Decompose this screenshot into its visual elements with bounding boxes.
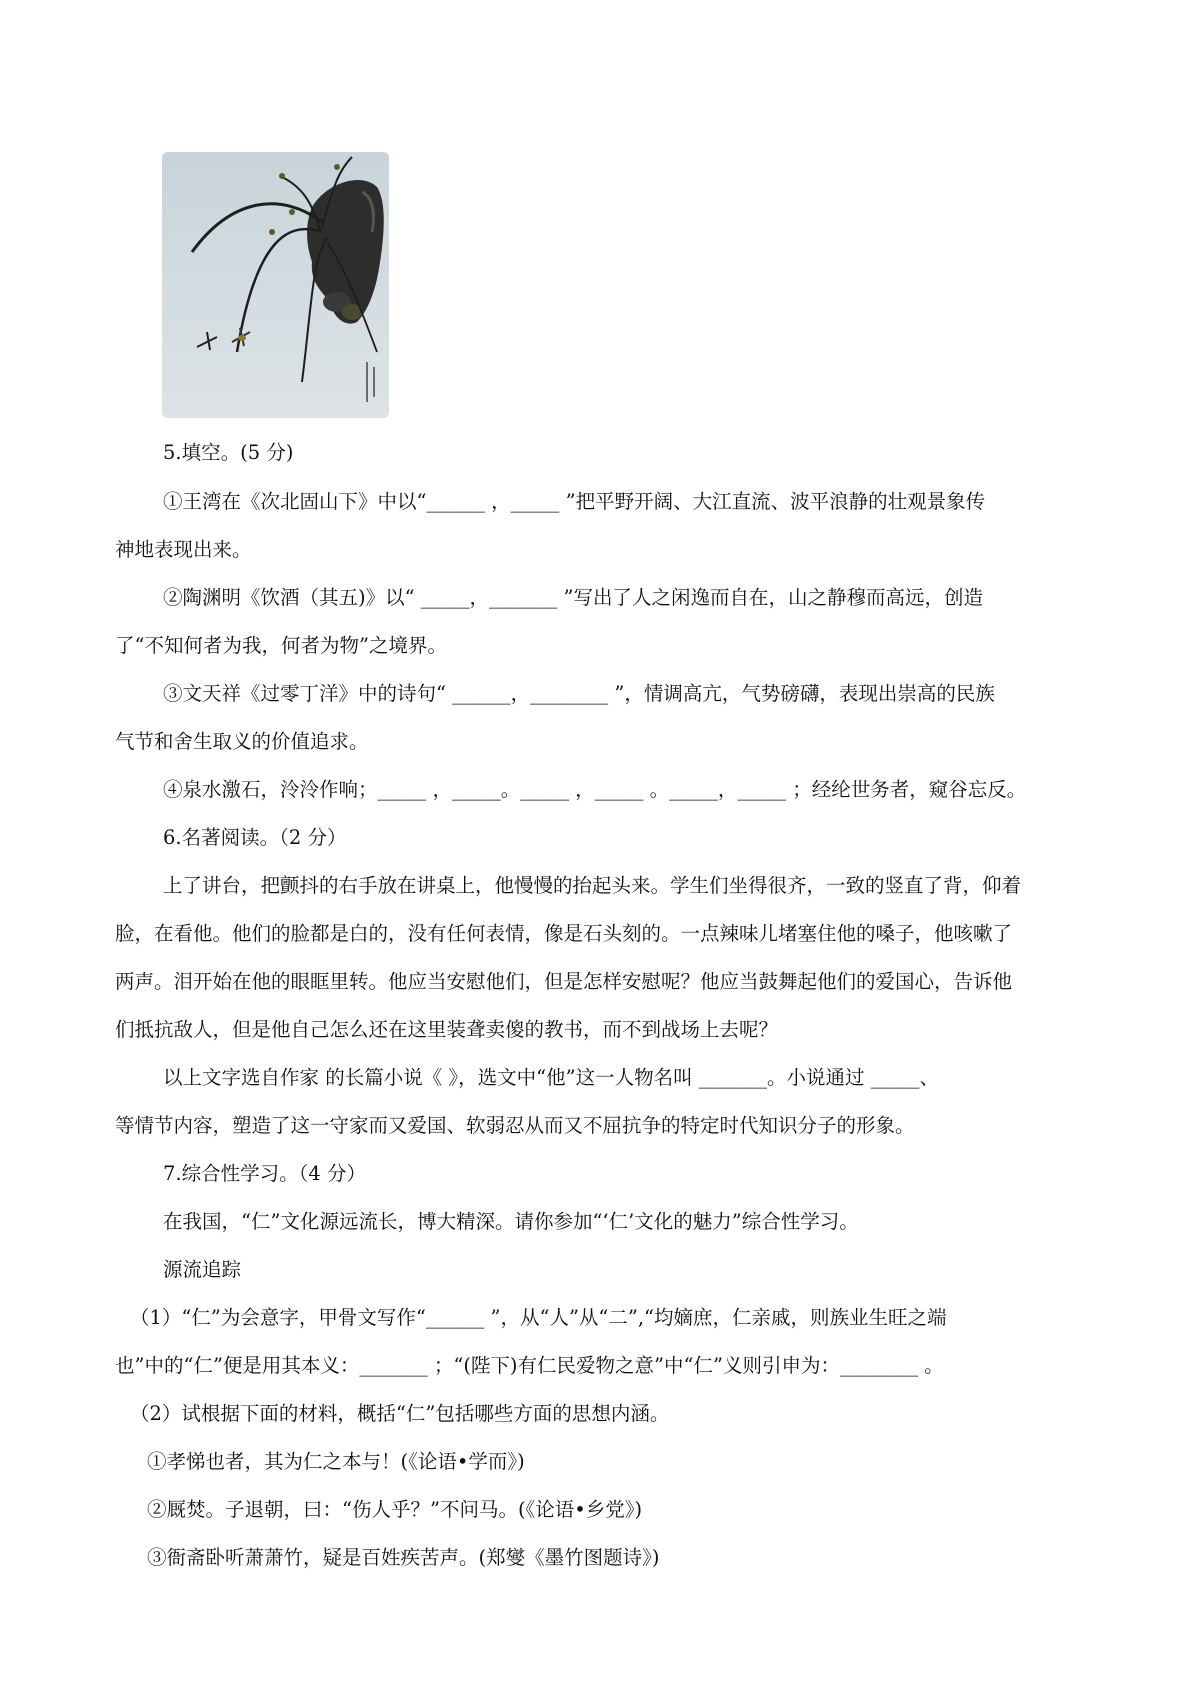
passage-line-1: 上了讲台，把颤抖的右手放在讲桌上，他慢慢的抬起头来。学生们坐得很齐，一致的竖直了背，仰着 <box>163 874 1022 897</box>
orchid-ink-painting <box>162 152 389 418</box>
subquestion-2: （2）试根据下面的材料，概括“仁”包括哪些方面的思想内涵。 <box>130 1402 670 1425</box>
material-3: ③衙斋卧听萧萧竹，疑是百姓疾苦声。(郑燮《墨竹图题诗》) <box>147 1546 660 1569</box>
question-5-item-1: ①王湾在《次北固山下》中以“______ ，_____ ”把平野开阔、大江直流、波平浪静的壮观景象传 <box>163 490 986 513</box>
question-5-item-3: ③文天祥《过零丁洋》中的诗句“ ______，________ ”，情调高亢，气势磅礴，表现出崇高的民族 <box>163 682 995 705</box>
question-5-item-1-cont: 神地表现出来。 <box>115 538 252 561</box>
question-6-prompt-cont: 等情节内容，塑造了这一守家而又爱国、软弱忍从而又不屈抗争的特定时代知识分子的形象。 <box>115 1114 915 1137</box>
question-5-item-4: ④泉水激石，泠泠作响；_____ ，_____。_____ ，_____ 。_____，_____ ；经纶世务者，窥谷忘反。 <box>163 778 1027 801</box>
material-2: ②厩焚。子退朝，曰：“伤人乎？”不问马。(《论语•乡党》) <box>147 1498 643 1521</box>
passage-line-4: 们抵抗敌人，但是他自己怎么还在这里装聋卖傻的教书，而不到战场上去呢？ <box>115 1018 779 1041</box>
subquestion-1-cont: 也”中的“仁”便是用其本义：_______ ；“(陛下)有仁民爱物之意”中“仁”义则引申为：________ 。 <box>115 1354 944 1377</box>
question-5-heading: 5.填空。(5 分) <box>163 441 294 464</box>
question-5-item-3-cont: 气节和舍生取义的价值追求。 <box>115 730 369 753</box>
question-6-heading: 6.名著阅读。（2 分） <box>163 826 347 849</box>
subquestion-1: （1）“仁”为会意字，甲骨文写作“______ ”，从“人”从“二”,“均嫡庶，仁亲戚，则族业生旺之端 <box>130 1306 947 1329</box>
passage-line-3: 两声。泪开始在他的眼眶里转。他应当安慰他们，但是怎样安慰呢？他应当鼓舞起他们的爱国心，告诉他 <box>115 970 1013 993</box>
question-7-heading: 7.综合性学习。（4 分） <box>163 1162 366 1185</box>
material-1: ①孝悌也者，其为仁之本与！(《论语•学而》) <box>147 1450 525 1473</box>
passage-line-2: 脸，在看他。他们的脸都是白的，没有任何表情，像是石头刻的。一点辣味儿堵塞住他的嗓子，他咳嗽了 <box>115 922 1013 945</box>
question-7-intro: 在我国，“仁”文化源远流长，博大精深。请你参加“‘仁’文化的魅力”综合性学习。 <box>163 1210 859 1233</box>
question-5-item-2-cont: 了“不知何者为我，何者为物”之境界。 <box>115 634 447 657</box>
question-5-item-2: ②陶渊明《饮酒（其五)》以“ _____，_______ ”写出了人之闲逸而自在，山之静穆而高远，创造 <box>163 586 983 609</box>
section-title: 源流追踪 <box>163 1258 242 1281</box>
question-6-prompt: 以上文字选自作家 的长篇小说《 》，选文中“他”这一人物名叫 _______。小说通过 _____、 <box>163 1066 939 1089</box>
